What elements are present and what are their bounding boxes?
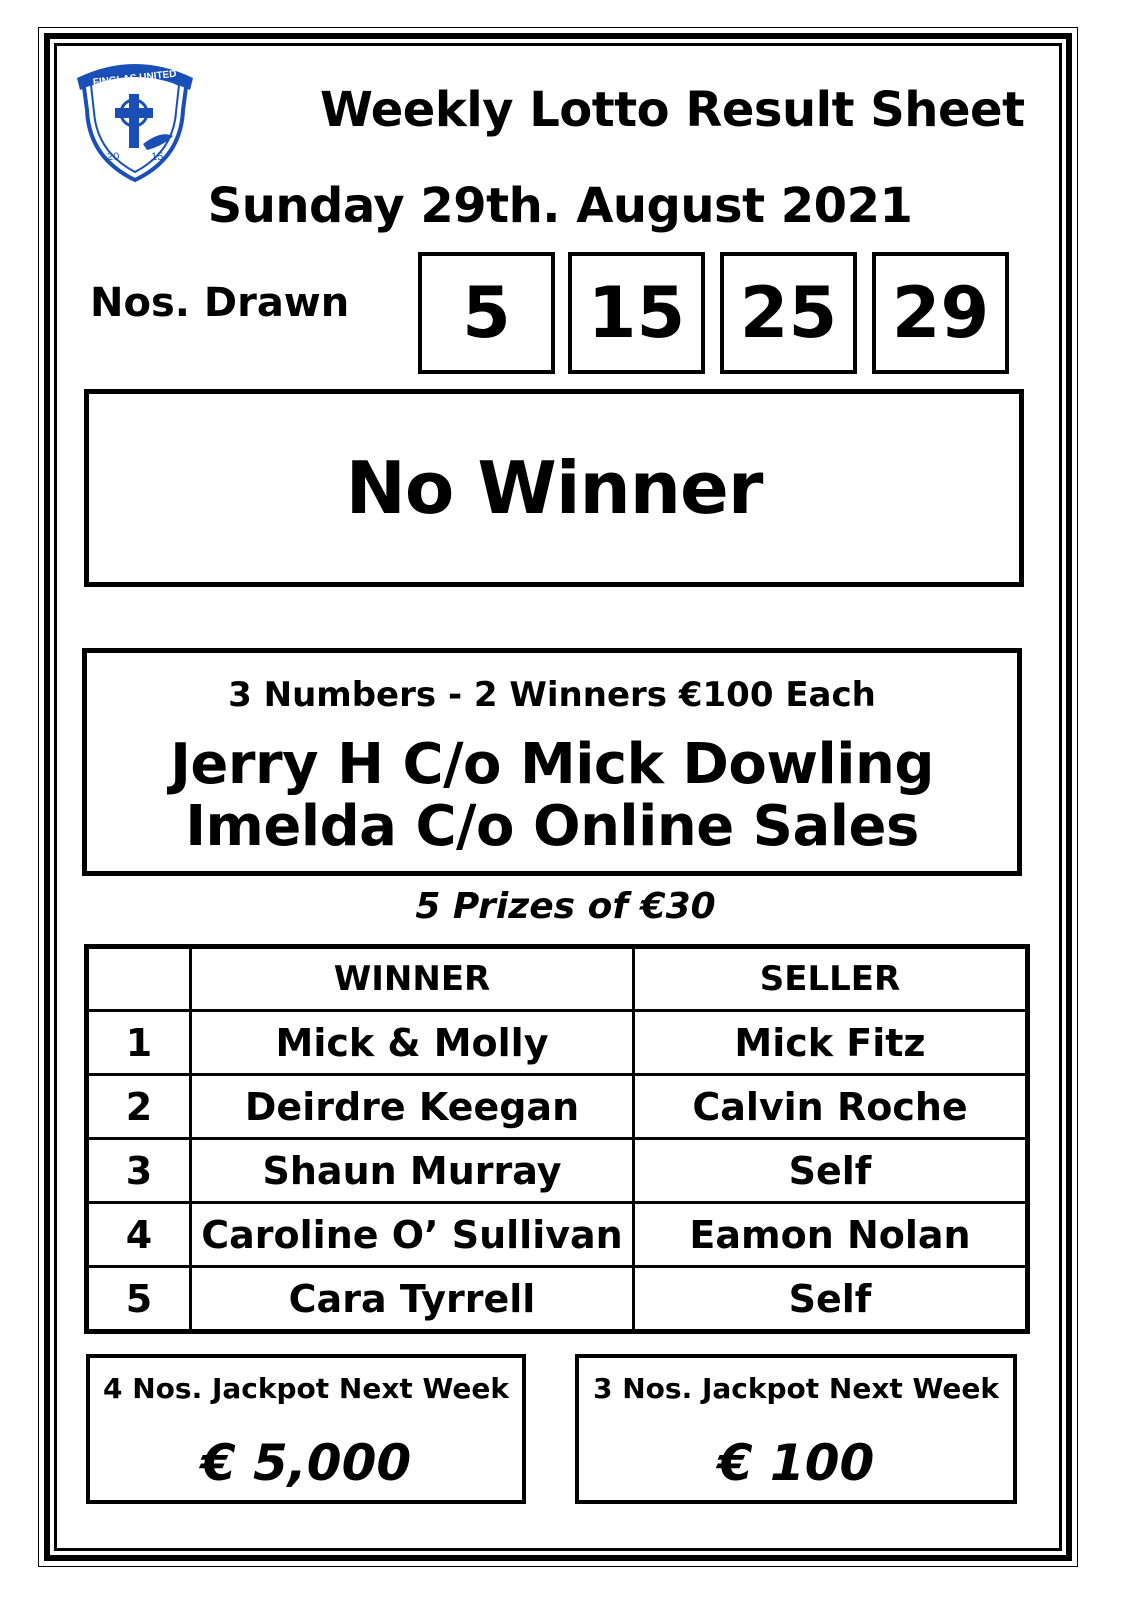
jackpot-result-text: No Winner	[345, 446, 763, 530]
three-numbers-box	[82, 648, 1022, 876]
row-seller: Self	[634, 1139, 1028, 1203]
row-number: 4	[87, 1203, 191, 1267]
three-numbers-heading: 3 Numbers - 2 Winners €100 Each	[228, 675, 876, 715]
club-crest-logo	[73, 52, 197, 184]
prize-winners-table	[84, 944, 1030, 1334]
three-numbers-jackpot-box	[575, 1354, 1017, 1504]
row-seller: Self	[634, 1267, 1028, 1332]
row-number: 3	[87, 1139, 191, 1203]
three-numbers-winner-1: Jerry H C/o Mick Dowling	[170, 732, 934, 797]
row-number: 1	[87, 1011, 191, 1075]
drawn-number-2: 15	[568, 252, 705, 374]
draw-date: Sunday 29th. August 2021	[207, 178, 913, 234]
drawn-number-1: 5	[418, 252, 555, 374]
row-number: 5	[87, 1267, 191, 1332]
prizes-note: 5 Prizes of €30	[415, 886, 716, 927]
row-winner: Mick & Molly	[191, 1011, 634, 1075]
drawn-number-4: 29	[872, 252, 1009, 374]
row-winner: Deirdre Keegan	[191, 1075, 634, 1139]
three-numbers-jackpot-value: € 100	[717, 1434, 875, 1492]
numbers-drawn-label: Nos. Drawn	[90, 280, 350, 326]
row-winner: Cara Tyrrell	[191, 1267, 634, 1332]
drawn-number-3: 25	[720, 252, 857, 374]
table-row	[87, 1267, 1028, 1332]
row-winner: Caroline O’ Sullivan	[191, 1203, 634, 1267]
header-number	[87, 947, 191, 1011]
table-row	[87, 1075, 1028, 1139]
row-seller: Eamon Nolan	[634, 1203, 1028, 1267]
three-numbers-jackpot-label: 3 Nos. Jackpot Next Week	[593, 1372, 999, 1405]
row-seller: Mick Fitz	[634, 1011, 1028, 1075]
table-row	[87, 1011, 1028, 1075]
table-row	[87, 1203, 1028, 1267]
header-seller: SELLER	[634, 947, 1028, 1011]
crest-year-right: 15	[151, 151, 164, 163]
four-numbers-jackpot-box	[86, 1354, 526, 1504]
table-row	[87, 1139, 1028, 1203]
row-number: 2	[87, 1075, 191, 1139]
three-numbers-winner-2: Imelda C/o Online Sales	[185, 794, 919, 859]
four-numbers-jackpot-value: € 5,000	[200, 1434, 412, 1492]
table-header-row	[87, 947, 1028, 1011]
sheet-title: Weekly Lotto Result Sheet	[320, 82, 1025, 138]
jackpot-result-box	[84, 389, 1024, 587]
row-winner: Shaun Murray	[191, 1139, 634, 1203]
header-winner: WINNER	[191, 947, 634, 1011]
crest-year-left: 20	[107, 151, 120, 163]
row-seller: Calvin Roche	[634, 1075, 1028, 1139]
crest-text: FINGLAS UNITED	[92, 68, 178, 89]
four-numbers-jackpot-label: 4 Nos. Jackpot Next Week	[103, 1372, 509, 1405]
